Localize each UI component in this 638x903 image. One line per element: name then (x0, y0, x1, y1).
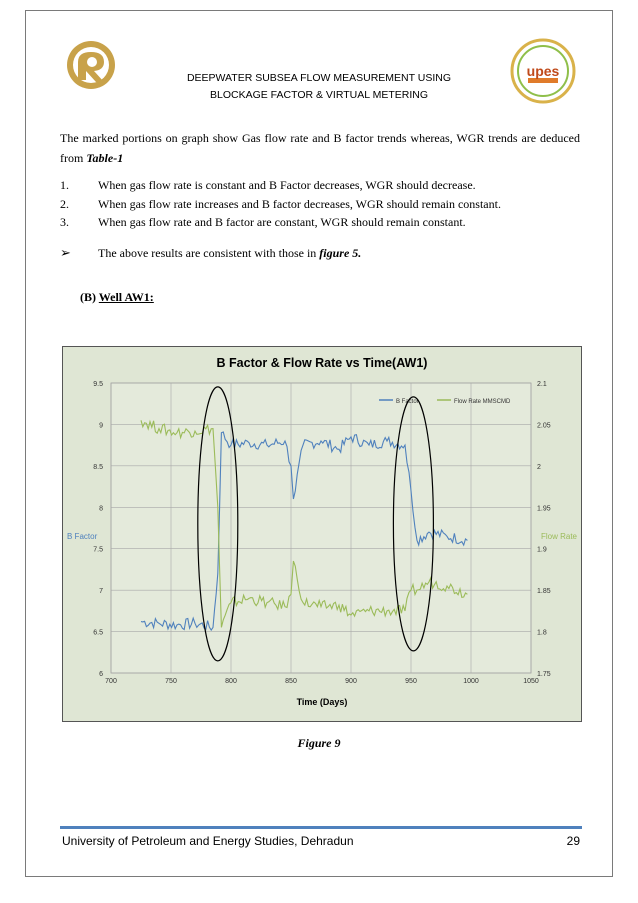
y-right-tick-label: 1.85 (537, 588, 551, 596)
y-right-tick-label: 1.95 (537, 505, 551, 513)
intro-table-ref: Table-1 (86, 151, 124, 165)
arrow-bullet-icon: ➢ (60, 245, 71, 260)
chart-container (62, 346, 582, 722)
conclusion-bullet (60, 245, 580, 261)
x-tick-label: 700 (105, 678, 117, 685)
y-left-tick-label: 6.5 (93, 629, 103, 637)
y-left-tick-label: 7 (99, 588, 103, 596)
x-tick-label: 1050 (523, 678, 539, 685)
list-item (60, 213, 580, 232)
page-header (120, 70, 518, 104)
y-right-tick-label: 2 (537, 463, 541, 471)
y-right-tick-label: 1.9 (537, 546, 547, 554)
y-right-tick-label: 2.05 (537, 422, 551, 430)
list-number: 3. (60, 215, 69, 229)
bullet-text: The above results are consistent with those in (98, 246, 320, 260)
plot-area (111, 383, 531, 673)
y-left-tick-label: 9 (99, 422, 103, 430)
y-right-tick-label: 1.8 (537, 629, 547, 637)
y-left-axis-label: B Factor (67, 532, 98, 541)
intro-paragraph (60, 128, 580, 168)
x-axis-label: Time (Days) (296, 697, 348, 707)
page-number: 29 (566, 834, 580, 848)
footer-rule (60, 826, 582, 829)
legend-label: B Factor (396, 399, 419, 405)
y-right-tick-label: 2.1 (537, 381, 547, 388)
company-logo (66, 40, 116, 90)
header-line-2: BLOCKAGE FACTOR & VIRTUAL METERING (209, 89, 429, 101)
footer-institution: University of Petroleum and Energy Studies, Dehradun (62, 834, 354, 848)
list-item (60, 195, 580, 214)
header-line-1: DEEPWATER SUBSEA FLOW MEASUREMENT USING (186, 72, 452, 84)
x-tick-label: 900 (345, 678, 357, 685)
y-left-tick-label: 9.5 (93, 381, 103, 388)
x-tick-label: 950 (405, 678, 417, 685)
bullet-figure-ref: figure 5. (319, 246, 362, 260)
legend-label: Flow Rate MMSCMD (454, 399, 511, 405)
chart-title: B Factor & Flow Rate vs Time(AW1) (216, 356, 428, 370)
list-text: When gas flow rate is constant and B Factor decreases, WGR should decrease. (98, 178, 476, 192)
section-title: Well AW1: (98, 290, 154, 304)
chart-svg (63, 347, 581, 721)
y-right-tick-label: 1.75 (537, 671, 551, 678)
y-right-axis-label: Flow Rate (540, 532, 577, 541)
list-item (60, 176, 580, 195)
y-left-tick-label: 7.5 (93, 546, 103, 554)
intro-text: The marked portions on graph show Gas flow rate and B factor trends whereas, WGR trends are deduced from (60, 131, 580, 165)
x-tick-label: 800 (225, 678, 237, 685)
list-text: When gas flow rate increases and B factor decreases, WGR should remain constant. (98, 196, 501, 211)
result-list (60, 176, 580, 232)
university-logo (510, 38, 576, 104)
figure-caption: Figure 9 (297, 736, 341, 750)
section-prefix: (B) (80, 290, 96, 304)
y-left-tick-label: 8 (99, 505, 103, 513)
list-number: 2. (60, 196, 69, 211)
section-heading (80, 290, 154, 305)
x-tick-label: 850 (285, 678, 297, 685)
y-left-tick-label: 6 (99, 671, 103, 678)
x-tick-label: 750 (165, 678, 177, 685)
list-number: 1. (60, 178, 69, 192)
x-tick-label: 1000 (463, 678, 479, 685)
university-logo-text: upes (526, 63, 560, 79)
list-text: When gas flow rate and B factor are constant, WGR should remain constant. (98, 215, 466, 229)
y-left-tick-label: 8.5 (93, 463, 103, 471)
